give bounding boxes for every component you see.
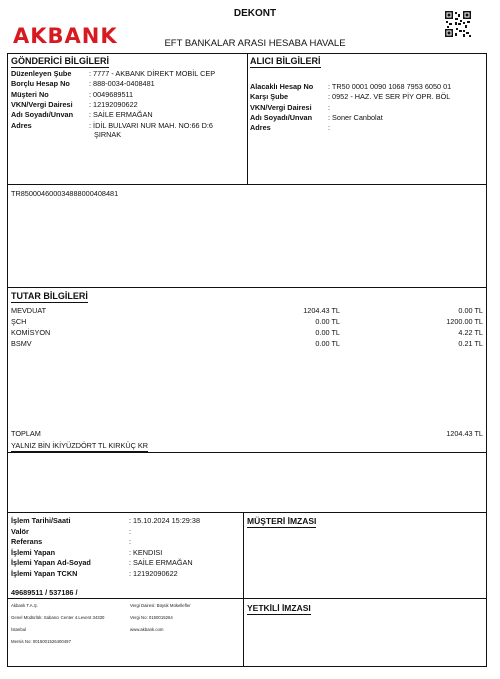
receiver-section-title: ALICI BİLGİLERİ xyxy=(250,56,321,66)
amount-value: 0.00 TL xyxy=(458,306,483,315)
receiver-row: Adres : xyxy=(250,123,331,133)
transaction-reference-code: 49689511 / 537186 / xyxy=(11,588,78,597)
sender-row: Düzenleyen Şube : 7777 - AKBANK DİREKT MOBİL CEP xyxy=(11,69,216,78)
transaction-row: İşlemi Yapan Ad-Soyad : SAİLE ERMAĞAN xyxy=(11,558,193,568)
transaction-row: İşlemi Yapan : KENDISI xyxy=(11,547,163,557)
transaction-description: TR850004600034888000408481 xyxy=(11,189,119,198)
bank-info-line: Genel Müdürlük: Sabancı Center 4.Levent 34330 xyxy=(11,615,105,620)
divider xyxy=(7,287,487,288)
transaction-row: Valör : xyxy=(11,526,132,536)
bank-info-line: Akbank T.A.Ş. xyxy=(11,603,38,608)
transaction-row: İşlemi Yapan TCKN : 12192090622 xyxy=(11,569,178,578)
sender-section-title: GÖNDERİCİ BİLGİLERİ xyxy=(11,56,110,66)
divider xyxy=(7,452,487,453)
total-label: TOPLAM xyxy=(11,429,41,438)
document-subtitle: EFT BANKALAR ARASI HESABA HAVALE xyxy=(164,38,346,49)
sender-row: VKN/Vergi Dairesi : 12192090622 xyxy=(11,99,138,109)
bank-info-line: Vergi No: 0150015264 xyxy=(130,615,173,620)
receiver-row: Adı Soyadı/Unvan : Soner Canbolat xyxy=(250,112,383,122)
authorized-signature-title: YETKİLİ İMZASI xyxy=(247,603,311,613)
divider xyxy=(7,184,487,185)
amount-value: 0.00 TL xyxy=(315,339,340,348)
total-value: 1204.43 TL xyxy=(446,429,483,438)
sender-row: Adı Soyadı/Unvan : SAİLE ERMAĞAN xyxy=(11,110,153,120)
transaction-row: İşlem Tarihi/Saati : 15.10.2024 15:29:38 xyxy=(11,516,201,525)
amount-label-bsmv: BSMV xyxy=(11,339,32,348)
sender-row: Borçlu Hesap No : 888-0034-0408481 xyxy=(11,79,155,89)
divider xyxy=(243,512,244,667)
akbank-logo: AKBANK xyxy=(13,24,118,48)
amount-in-words: YALNIZ BİN İKİYÜZDÖRT TL KIRKÜÇ KR xyxy=(11,441,149,450)
amounts-section-title: TUTAR BİLGİLERİ xyxy=(11,291,88,301)
bank-info-line: Vergi Dairesi: Büyük Mükellefler xyxy=(130,603,191,608)
document-title: DEKONT xyxy=(233,8,277,19)
divider xyxy=(7,512,487,513)
amount-value: 4.22 TL xyxy=(458,328,483,337)
divider xyxy=(247,53,248,184)
receiver-row: VKN/Vergi Dairesi : xyxy=(250,102,331,112)
sender-row: Adres : İDİL BULVARI NUR MAH. NO:66 D:6 ŞIRNAK xyxy=(11,120,213,139)
amount-label-mevduat: MEVDUAT xyxy=(11,306,47,315)
bank-info-line: www.akbank.com xyxy=(130,627,164,632)
amount-label-komisyon: KOMİSYON xyxy=(11,328,51,337)
amount-value: 0.00 TL xyxy=(315,328,340,337)
amount-value: 0.00 TL xyxy=(315,317,340,326)
amount-value: 1200.00 TL xyxy=(446,317,483,326)
bank-info-line: İstanbul xyxy=(11,627,27,632)
amount-label-sch: ŞCH xyxy=(11,317,27,326)
transaction-row: Referans : xyxy=(11,537,132,547)
bank-info-line: Mersis No: 0015001526400497 xyxy=(11,639,71,644)
sender-row: Müşteri No : 0049689511 xyxy=(11,89,134,99)
receiver-row: Karşı Şube : 0952 - HAZ. VE SER PİY OPR. BÖL xyxy=(250,92,451,102)
divider xyxy=(7,598,487,599)
qr-code-icon xyxy=(444,10,472,38)
amount-value: 0.21 TL xyxy=(458,339,483,348)
customer-signature-title: MÜŞTERİ İMZASI xyxy=(247,516,317,526)
amount-value: 1204.43 TL xyxy=(303,306,340,315)
receiver-row: Alacaklı Hesap No : TR50 0001 0090 1068 7953 6050 01 xyxy=(250,82,452,91)
